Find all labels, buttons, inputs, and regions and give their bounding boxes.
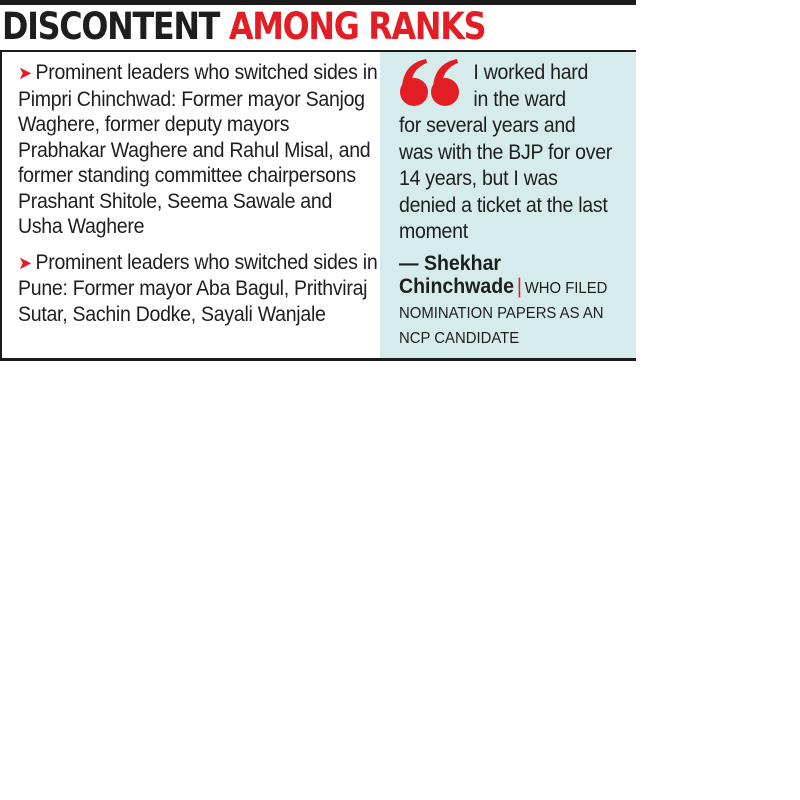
attribution-name: Shekhar Chinchwade xyxy=(399,251,515,298)
arrow-bullet-icon: ➤ xyxy=(18,252,32,273)
headline-part-red: AMONG RANKS xyxy=(228,5,486,48)
attribution-role: WHO FILED NOMINATION PAPERS AS AN NCP CANDIDATE xyxy=(399,279,608,347)
content-box xyxy=(0,50,636,361)
arrow-bullet-icon: ➤ xyxy=(18,63,32,83)
headline xyxy=(2,6,485,48)
list-item xyxy=(18,250,381,328)
list-item xyxy=(18,60,381,240)
quote-line: for several years and was with the BJP for over 14 years, but I was denied a ticket at the last moment xyxy=(399,114,613,243)
attribution-separator: | xyxy=(516,274,522,298)
quote-line: I worked hard xyxy=(473,61,589,84)
quote-panel xyxy=(380,52,636,358)
quote-text xyxy=(399,60,613,246)
quote-line: in the ward xyxy=(473,87,566,111)
attribution xyxy=(399,252,622,350)
attribution-dash: — xyxy=(399,251,424,275)
leaders-list-panel xyxy=(0,52,380,358)
list-item-text: Prominent leaders who switched sides in Pimpri Chinchwad: Former mayor Sanjog Waghere, former deputy mayors Prabhakar Waghere and Rahul Misal, and former standing committee chairpersons Prashant Shitole, Seema Sawale and Usha Waghere xyxy=(18,61,378,238)
list-item-text: Prominent leaders who switched sides in Pune: Former mayor Aba Bagul, Prithviraj Sutar, Sachin Dodke, Sayali Wanjale xyxy=(18,250,378,326)
headline-part-black: DISCONTENT xyxy=(2,5,220,48)
